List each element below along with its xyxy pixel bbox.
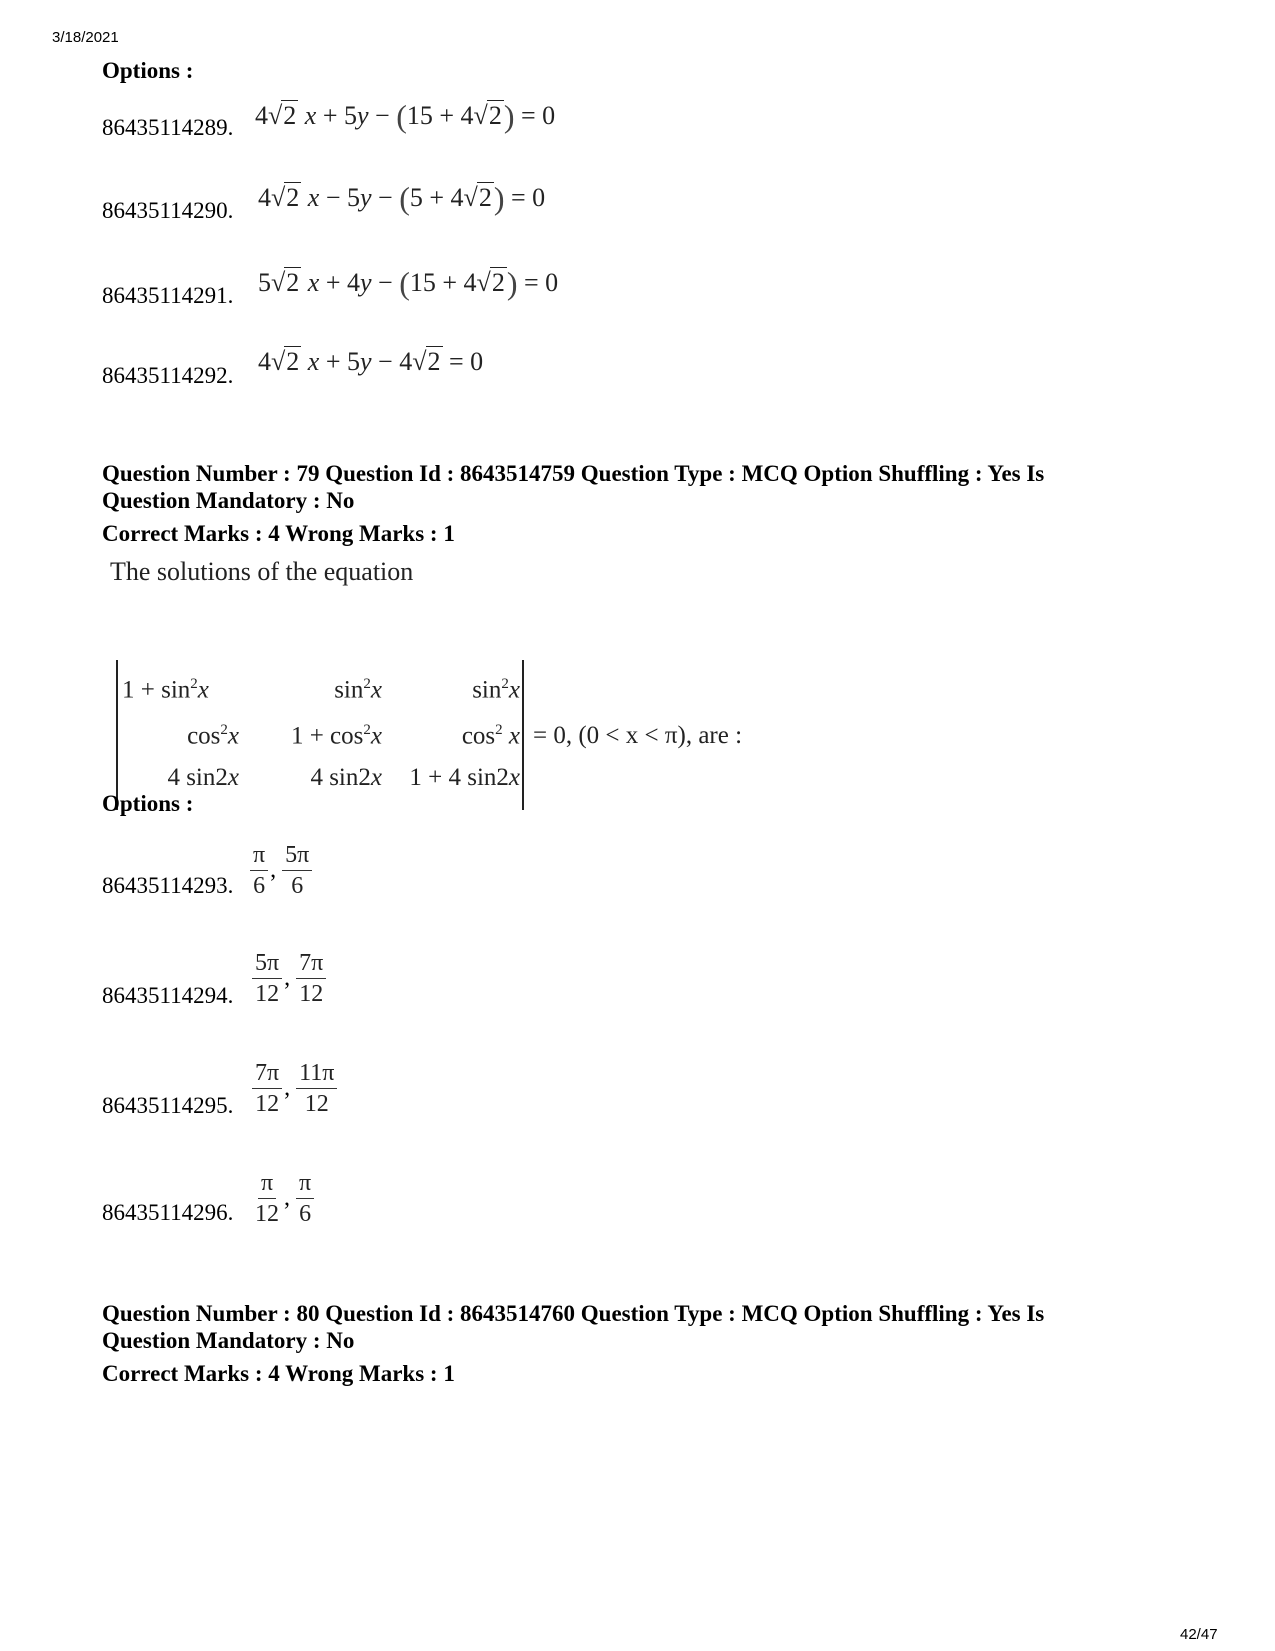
question-header-cont: Question Mandatory : No [102,1328,355,1353]
page-number: 42/47 [1180,1626,1218,1643]
print-date: 3/18/2021 [52,29,119,46]
option-id: 86435114294. [102,983,234,1008]
question-stem: The solutions of the equation [110,557,414,586]
question-header-cont: Question Mandatory : No [102,488,355,513]
option-id: 86435114295. [102,1093,234,1118]
option-id: 86435114292. [102,363,234,388]
option-equation-4: 4√2 x + 5y − 4√2 = 0 [258,347,484,376]
option-id: 86435114296. [102,1200,234,1225]
option-fractions: $\frac{7\pi}{12}$ , $\frac{11\pi}{12}$ [252,1058,337,1119]
question-header: Question Number : 79 Question Id : 8643514759 Question Type : MCQ Option Shuffling : Yes Is [102,461,1045,486]
options-label-q79: Options : [102,791,194,816]
question-marks: Correct Marks : 4 Wrong Marks : 1 [102,1361,455,1386]
option-id: 86435114290. [102,198,234,223]
option-equation-2: 4√2 x − 5y − (5 + 4√2) = 0 [258,180,546,216]
determinant-condition: = 0, (0 < x < π), are : [533,722,743,749]
option-id: 86435114293. [102,873,234,898]
question-marks: Correct Marks : 4 Wrong Marks : 1 [102,521,455,546]
options-label-q78: Options : [102,58,194,83]
option-fractions: $\frac{\pi}{6}$ , $\frac{5\pi}{6}$ [250,840,312,901]
option-id: 86435114289. [102,115,234,140]
option-fractions: $\frac{5\pi}{12}$ , $\frac{7\pi}{12}$ [252,948,326,1009]
option-equation-3: 5√2 x + 4y − (15 + 4√2) = 0 [258,265,559,301]
question-header: Question Number : 80 Question Id : 8643514760 Question Type : MCQ Option Shuffling : Yes Is [102,1301,1045,1326]
option-id: 86435114291. [102,283,234,308]
option-equation-1: 4√2 x + 5y − (15 + 4√2) = 0 [255,98,556,134]
option-fractions: $\frac{\pi}{12}$ , $\frac{\pi}{6}$ [252,1168,314,1229]
determinant: $1 + \sin^2x$ $\sin^2x$ $\sin^2x$ $\cos^2x$ $1 + \cos^2x$ $\cos^2 x$ 4 sin2x 4 sin2x 1 + 4 sin2x [112,660,532,810]
